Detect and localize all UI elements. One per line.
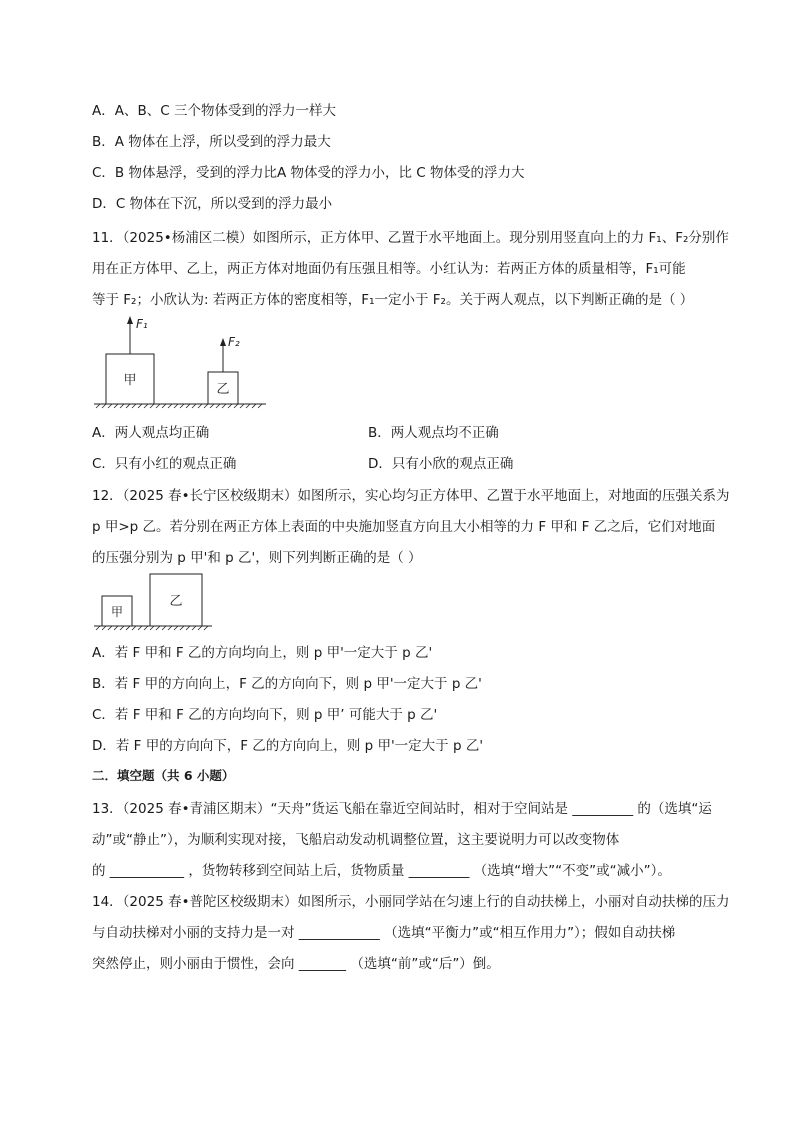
q10-option-d: D．C 物体在下沉，所以受到的浮力最小 xyxy=(92,196,333,212)
q10-option-c: C．B 物体悬浮，受到的浮力比A 物体受的浮力小，比 C 物体受的浮力大 xyxy=(92,165,525,181)
f1-label: F₁ xyxy=(136,317,148,331)
q14-stem-line2: 与自动扶梯对小丽的支持力是一对 ____________ （选填“平衡力”或“相互作用力”）；假如自动扶梯 xyxy=(92,925,676,941)
q12-stem-line3: 的压强分别为 p 甲'和 p 乙'，则下列判断正确的是（ ） xyxy=(92,550,422,566)
q12-stem-line2: p 甲>p 乙。若分别在两正方体上表面的中央施加竖直方向且大小相等的力 F 甲和 F 乙之后，它们对地面 xyxy=(92,519,716,535)
q12-stem-line1: 12．（2025 春•长宁区校级期末）如图所示，实心均匀正方体甲、乙置于水平地面上，对地面的压强关系为 xyxy=(92,488,730,504)
q10-option-b: B．A 物体在上浮，所以受到的浮力最大 xyxy=(92,134,331,150)
q12-option-b: B．若 F 甲的方向向上，F 乙的方向向下，则 p 甲'一定大于 p 乙' xyxy=(92,676,482,692)
q11-stem-line3: 等于 F₂；小欣认为: 若两正方体的密度相等，F₁一定小于 F₂。关于两人观点，以下判断正确的是（ ） xyxy=(92,292,694,308)
ground-hatch xyxy=(96,404,262,408)
q11-option-b: B．两人观点均不正确 xyxy=(368,425,499,441)
q12-figure xyxy=(92,570,216,636)
q14-stem-line1: 14．（2025 春•普陀区校级期末）如图所示，小丽同学站在匀速上行的自动扶梯上，小丽对自动扶梯的压力 xyxy=(92,894,730,910)
q11-option-a: A．两人观点均正确 xyxy=(92,425,210,441)
block-yi-label: 乙 xyxy=(169,594,183,609)
q14-stem-line3: 突然停止，则小丽由于惯性，会向 _______ （选填“前”或“后”）倒。 xyxy=(92,956,500,972)
block-jia-label: 甲 xyxy=(123,373,137,388)
q11-option-c: C．只有小红的观点正确 xyxy=(92,456,237,472)
f2-label: F₂ xyxy=(228,335,240,349)
f2-arrowhead xyxy=(220,338,226,346)
q11-stem-line2: 用在正方体甲、乙上，两正方体对地面仍有压强且相等。小红认为：若两正方体的质量相等，F₁可能 xyxy=(92,261,686,277)
q13-stem-line3: 的 ___________ ，货物转移到空间站上后，货物质量 _________ （选填“增大”“不变”或“减小”）。 xyxy=(92,863,671,879)
q12-option-c: C．若 F 甲和 F 乙的方向均向下，则 p 甲’ 可能大于 p 乙' xyxy=(92,707,438,723)
q12-option-a: A．若 F 甲和 F 乙的方向均向上，则 p 甲'一定大于 p 乙' xyxy=(92,645,433,661)
q13-stem-line1: 13．（2025 春•青浦区期末）“天舟”货运飞船在靠近空间站时，相对于空间站是 _________ 的（选填“运 xyxy=(92,801,712,817)
ground-hatch xyxy=(96,626,208,630)
q12-option-d: D．若 F 甲的方向向下，F 乙的方向向上，则 p 甲'一定大于 p 乙' xyxy=(92,738,484,754)
section-title: 二．填空题（共 6 小题） xyxy=(92,768,235,783)
q11-figure xyxy=(92,312,272,412)
block-jia-label: 甲 xyxy=(110,605,124,619)
block-yi-label: 乙 xyxy=(216,382,230,397)
q13-stem-line2: 动”或“静止”），为顺利实现对接，飞船启动发动机调整位置，这主要说明力可以改变物体 xyxy=(92,832,620,848)
q11-stem-line1: 11．（2025•杨浦区二模）如图所示，正方体甲、乙置于水平地面上。现分别用竖直向上的力 F₁、F₂分别作 xyxy=(92,230,729,246)
q10-option-a: A．A、B、C 三个物体受到的浮力一样大 xyxy=(92,103,336,119)
f1-arrowhead xyxy=(127,316,133,324)
q11-option-d: D．只有小欣的观点正确 xyxy=(368,456,514,472)
